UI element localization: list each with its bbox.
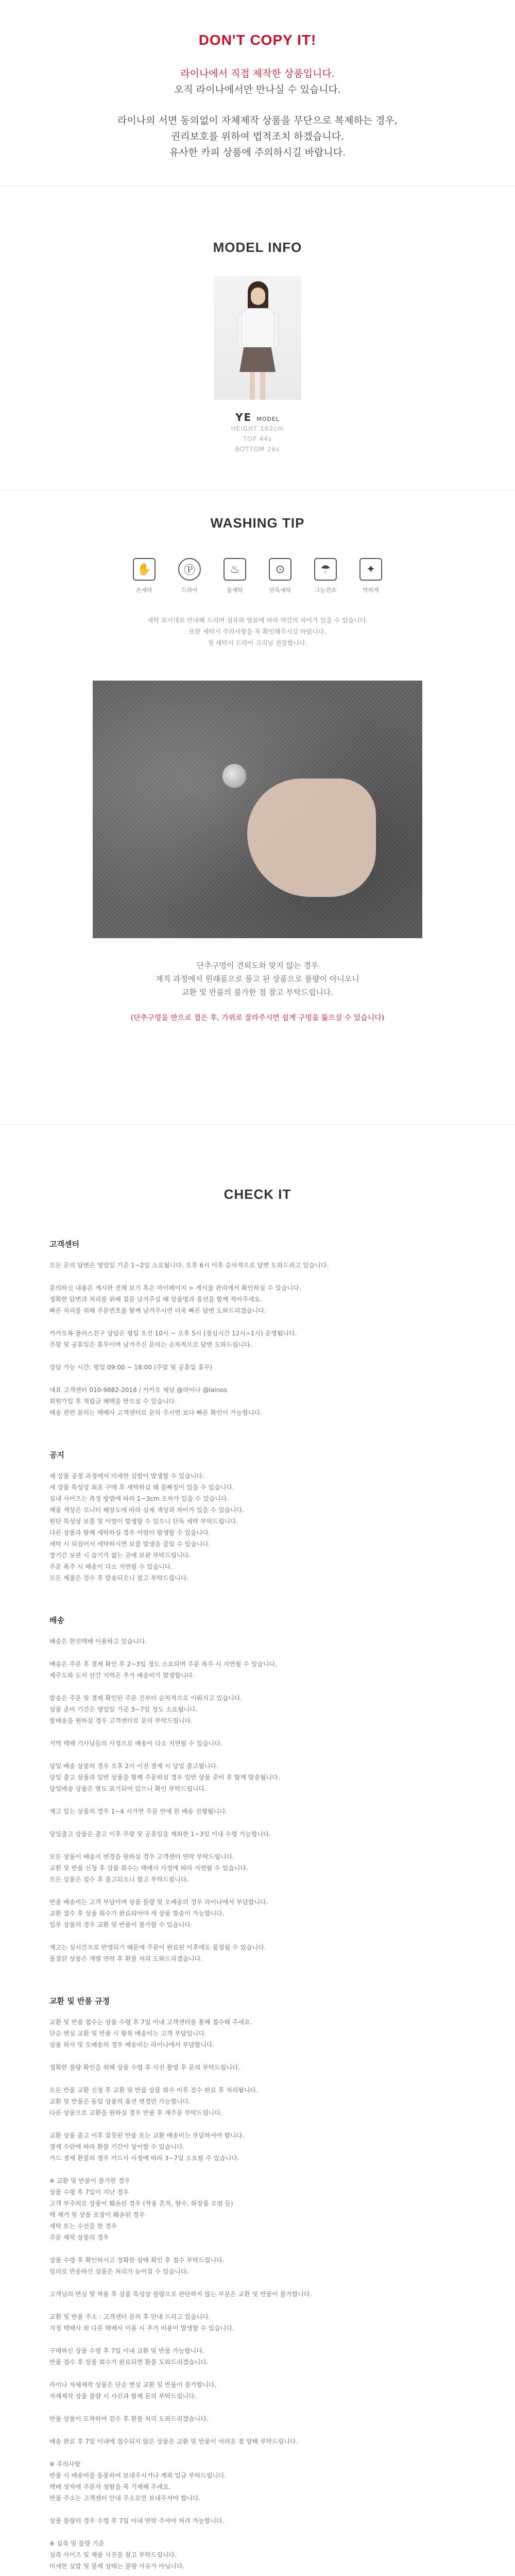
- check-it-section: [0, 1125, 515, 2576]
- check-text-line: 반품 시 배송비를 동봉하여 보내주시거나 계좌 입금 부탁드립니다.: [49, 2472, 227, 2479]
- check-text-line: 미세한 실밥 및 봉제 상태는 불량 사유가 아닙니다.: [49, 2563, 185, 2570]
- check-text-line: 모든 상품은 검수 후 출고되오니 참고 부탁드립니다.: [49, 1876, 189, 1883]
- check-text-line: 상품 준비 기간은 영업일 기준 3~7일 정도 소요됩니다.: [49, 1706, 198, 1713]
- check-text-line: 세탁 또는 수선을 한 경우: [49, 2223, 117, 2230]
- check-text-line: 세탁 시 뒤집어서 세탁하시면 보풀 발생을 줄일 수 있습니다.: [49, 1540, 211, 1548]
- check-text-line: 다른 상품으로 교환을 원하실 경우 반품 후 재주문 부탁드립니다.: [49, 2109, 222, 2116]
- check-text-line: 정확한 답변과 처리를 위해 질문 남겨주실 때 상품명과 옵션을 함께 적어주세요.: [49, 1296, 262, 1303]
- fabric-note-line: 교환 및 반품의 불가한 점 참고 부탁드립니다.: [181, 988, 334, 997]
- check-block: [0, 1239, 515, 1418]
- check-text-line: 지역 택배 기사님들의 사정으로 배송이 다소 지연될 수 있습니다.: [49, 1740, 222, 1747]
- washing-note-line: 또한 세탁시 주의사항을 꼭 확인해주시길 바랍니다.: [188, 628, 327, 635]
- check-text-line: 고객 부주의로 상품이 훼손된 경우 (착용 흔적, 향수, 화장품 오염 등): [49, 2200, 233, 2207]
- wash-item: [129, 558, 160, 594]
- check-text-line: 라이나 자체제작 상품은 단순 변심 교환 및 반품이 불가합니다.: [49, 2381, 217, 2388]
- wash-item: [265, 558, 296, 594]
- check-text-line: 모든 제품은 검수 후 발송되오니 참고 부탁드립니다.: [49, 1574, 189, 1582]
- check-text-line: 교환 접수 후 상품 회수가 완료되어야 새 상품 발송이 가능합니다.: [49, 1910, 225, 1917]
- dont-copy-line: 오직 라이나에서만 만나실 수 있습니다.: [174, 84, 341, 95]
- check-text-line: 다른 상품과 함께 세탁하실 경우 이염이 발생할 수 있습니다.: [49, 1529, 211, 1536]
- fabric-note-line: 단추구멍이 견뢰도와 맞지 않는 경우: [196, 961, 319, 970]
- check-text-line: 교환 상품 출고 이후 잘못된 반품 또는 교환 배송비는 부담하셔야 합니다.: [49, 2132, 245, 2139]
- dont-copy-line: 유사한 카피 상품에 주의하시길 바랍니다.: [169, 147, 346, 158]
- check-text-line: 결제 수단에 따라 환불 기간이 상이할 수 있습니다.: [49, 2143, 185, 2150]
- check-text-line: 카드 결제 환불의 경우 카드사 사정에 따라 3~7일 소요될 수 있습니다.: [49, 2155, 239, 2162]
- check-text-line: 세 상품 공정 과정에서 미세한 실밥이 발생할 수 있습니다.: [49, 1472, 204, 1480]
- check-block-heading: 교환 및 반품 규정: [49, 1996, 110, 2006]
- dont-copy-line: 라이나의 서면 동의없이 자체제작 상품을 무단으로 복제하는 경우,: [117, 115, 398, 126]
- check-text-line: 당일배송 상품은 별도 표기되어 있으니 확인 부탁드립니다.: [49, 1785, 207, 1792]
- check-text-line: 지정 택배사 외 다른 택배사 이용 시 추가 비용이 발생할 수 있습니다.: [49, 2325, 234, 2332]
- check-block-heading: 배송: [49, 1616, 64, 1625]
- dont-copy-section: [0, 0, 515, 185]
- fabric-note-line: 제직 과정에서 원래품으로 풀고 된 상품으로 불량이 아니오니: [156, 974, 359, 984]
- check-text-line: 제고 있는 상품의 경우 1~4 시가면 주문 안에 한 배송 진행됩니다.: [49, 1808, 228, 1815]
- check-text-line: 카카오톡 플러스친구 상담은 평일 오전 10시 ~ 오후 5시 (점심시간 12시~1시) 운영됩니다.: [49, 1330, 297, 1337]
- model-info-title: MODEL INFO: [213, 240, 302, 255]
- check-text-line: ※ 실측 및 불량 기준: [49, 2540, 105, 2547]
- check-text-line: 택 제거 및 상품 포장이 훼손된 경우: [49, 2211, 145, 2218]
- fabric-note: [0, 959, 515, 999]
- washing-icons: [0, 558, 515, 594]
- check-text-line: 반품 주소는 고객센터 안내 주소로만 보내주셔야 합니다.: [49, 2495, 201, 2502]
- wool-wash-icon: ♨: [224, 558, 246, 581]
- check-text-line: ※ 주의사항: [49, 2461, 81, 2468]
- dry-clean-icon: Ⓟ: [178, 558, 201, 581]
- check-text-line: 반품 배송비는 고객 부담이며 상품 불량 및 오배송의 경우 라이나에서 부담합니다.: [49, 1899, 268, 1906]
- wash-label: 약하게: [363, 587, 379, 594]
- check-text-line: 교환 및 반품 신청 후 상품 회수는 택배사 사정에 따라 지연될 수 있습니다.: [49, 1865, 248, 1872]
- model-name-text: YE: [235, 411, 252, 423]
- check-text-line: 합배송을 원하실 경우 고객센터로 문의 부탁드립니다.: [49, 1717, 193, 1724]
- wash-label: 그늘건조: [314, 587, 337, 594]
- check-text-line: 당일 출고 상품과 일반 상품을 함께 주문하실 경우 일반 상품 준비 후 함께 발송됩니다.: [49, 1774, 280, 1781]
- check-text-line: 문의하신 내용은 게시판 전체 보기 혹은 마이페이지 > 게시물 관리에서 확인하실 수 있습니다.: [49, 1284, 301, 1292]
- wash-label: 드라이: [181, 587, 198, 594]
- check-it-blocks: [0, 1239, 515, 2576]
- check-text-line: 발송은 주문 및 결제 확인된 주문 건부터 순차적으로 이뤄지고 있습니다.: [49, 1694, 243, 1702]
- dont-copy-line: 라이나에서 직접 제작한 상품입니다.: [180, 68, 335, 79]
- separate-wash-icon: ⊙: [269, 558, 291, 581]
- check-text-line: 임의로 반송하신 상품은 처리가 늦어질 수 있습니다.: [49, 2268, 189, 2275]
- washing-notes: [0, 615, 515, 649]
- model-name-suffix: MODEL: [256, 416, 280, 422]
- check-text-line: 제품 색상은 모니터 해상도에 따라 실제 색상과 차이가 있을 수 있습니다.: [49, 1506, 245, 1514]
- check-text-line: 반품 접수 후 상품 회수가 완료되면 환불 도와드리겠습니다.: [49, 2359, 209, 2366]
- check-block: [0, 1449, 515, 1584]
- check-text-line: 상품 하자 및 오배송의 경우 배송비는 라이나에서 부담합니다.: [49, 2041, 215, 2048]
- check-block-heading: 고객센터: [49, 1240, 79, 1249]
- check-text-line: ※ 교환 및 반품이 불가한 경우: [49, 2177, 130, 2184]
- wash-label: 손세탁: [136, 587, 152, 594]
- model-top-size: TOP 44s: [243, 435, 272, 443]
- check-text-line: 배송은 주문 후 결제 확인 후 2~3일 정도 소요되며 주문 폭주 시 지연될 수 있습니다.: [49, 1660, 277, 1668]
- check-text-line: 모든 반품 교환 신청 후 교환 및 반품 상품 회수 이후 검수 완료 후 처리됩니다.: [49, 2087, 258, 2094]
- gentle-iron-icon: ✦: [359, 558, 382, 581]
- check-text-line: 대표 고객센터 010-9882-2018 / 카카오 채널 @라이나 @lainos: [49, 1386, 227, 1394]
- model-photo: [214, 276, 301, 400]
- washing-tip-title: WASHING TIP: [210, 515, 305, 531]
- check-text-line: 세 상품 특성상 최초 구매 후 세탁하실 때 물빠짐이 있을 수 있습니다.: [49, 1484, 234, 1491]
- check-text-line: 자체제작 상품 불량 시 사진과 함께 문의 부탁드립니다.: [49, 2393, 197, 2400]
- check-text-line: 상품 수령 후 7일이 지난 경우: [49, 2189, 129, 2196]
- check-text-line: 상담 가능 시간: 평일 09:00 ~ 18:00 (주말 및 공휴일 휴무): [49, 1364, 213, 1371]
- wash-label: 단독세탁: [269, 587, 291, 594]
- check-it-title: CHECK IT: [224, 1187, 291, 1202]
- check-text-line: 고객님의 변심 및 착용 후 상품 특성상 불량으로 판단하지 않는 부분은 교환 및 반품이 불가합니다.: [49, 2291, 312, 2298]
- check-text-line: 실측 사이즈 및 제품 사진을 참고 부탁드립니다.: [49, 2551, 177, 2558]
- check-text-line: 배송 완료 후 7일 이내에 접수되지 않은 상품은 교환 및 반품이 어려운 점 양해 부탁드립니다.: [49, 2438, 298, 2445]
- check-text-line: 주문 제작 상품의 경우: [49, 2234, 109, 2241]
- washing-note-line: 첫 세탁시 드라이 크리닝 권장합니다.: [208, 639, 307, 647]
- model-bottom-size: BOTTOM 26s: [235, 446, 280, 453]
- check-text-line: 주문 폭주 시 배송이 다소 지연될 수 있습니다.: [49, 1563, 173, 1570]
- check-block-heading: 공지: [49, 1450, 64, 1460]
- check-text-line: 반품 상품이 도착하여 검수 후 환불 처리 도와드리겠습니다.: [49, 2415, 209, 2422]
- check-text-line: 당일출고 상품은 출고 이후 주말 및 공휴일을 제외한 1~3일 이내 수령 가능합니다.: [49, 1831, 271, 1838]
- dont-copy-title: DON'T COPY IT!: [198, 32, 317, 48]
- check-text-line: 일부 상품의 경우 교환 및 반품이 불가할 수 있습니다.: [49, 1921, 193, 1928]
- check-text-line: 모든 상품이 배송지 변경을 원하실 경우 고객센터 연락 부탁드립니다.: [49, 1853, 234, 1860]
- buttonhole-warning: (단추구멍을 반으로 접은 후, 가위로 잘라주시면 쉽게 구멍을 뚫으실 수 있습니다): [130, 1014, 385, 1022]
- check-text-line: 구매하신 상품 수령 후 7일 이내 교환 및 반품 가능합니다.: [49, 2347, 204, 2354]
- dont-copy-line: 권리보호를 위하여 법적조치 하겠습니다.: [170, 131, 345, 142]
- model-height: HEIGHT 162cm: [231, 425, 284, 432]
- check-text-line: 교환 및 반품 주소 : 고객센터 문의 후 안내 드리고 있습니다.: [49, 2313, 211, 2320]
- check-text-line: 빠른 처리를 위해 주문번호를 함께 남겨주시면 더욱 빠른 답변 도와드리겠습니다.: [49, 1307, 266, 1314]
- check-text-line: 모든 문의 답변은 영업일 기준 1~2일 소요됩니다. 오후 6시 이후 순차적으로 답변 도와드리고 있습니다.: [49, 1262, 329, 1269]
- washing-note-line: 세탁 표시대로 안내해 드리며 섬유와 염료에 따라 약간의 차이가 있을 수 있습니다.: [147, 617, 368, 624]
- wash-item: [310, 558, 341, 594]
- check-text-line: 교환 및 반품은 동일 상품의 옵션 변경만 가능합니다.: [49, 2098, 191, 2105]
- wash-item: [174, 558, 205, 594]
- model-info-section: [0, 186, 515, 490]
- fabric-button-photo: [93, 681, 422, 938]
- check-text-line: 주말 및 공휴일은 휴무이며 남겨주신 문의는 순차적으로 답변 도와드립니다.: [49, 1341, 252, 1348]
- shade-dry-icon: ☂: [314, 558, 337, 581]
- check-text-line: 단순 변심 교환 및 반품 시 왕복 배송비는 고객 부담입니다.: [49, 2030, 207, 2037]
- check-text-line: 정확한 불량 확인을 위해 상품 수령 후 사진 촬영 후 문의 부탁드립니다.: [49, 2064, 241, 2071]
- check-text-line: 실내 사이즈는 측정 방법에 따라 1~3cm 오차가 있을 수 있습니다.: [49, 1495, 229, 1502]
- wash-label: 울세탁: [227, 587, 243, 594]
- check-text-line: 원단 특성상 보풀 및 이염이 발생할 수 있으니 단독 세탁 부탁드립니다.: [49, 1518, 238, 1525]
- check-text-line: 배송은 한진택배 이용하고 있습니다.: [49, 1638, 147, 1645]
- washing-tip-section: [0, 490, 515, 1124]
- check-text-line: 택배 상자에 주문자 성함을 꼭 기재해 주세요.: [49, 2483, 171, 2490]
- check-text-line: 교환 및 반품 접수는 상품 수령 후 7일 이내 고객센터를 통해 접수해 주세요.: [49, 2019, 252, 2026]
- check-text-line: 상품 불량의 경우 수령 후 7일 이내 연락 주셔야 처리 가능합니다.: [49, 2517, 225, 2524]
- check-text-line: 장기간 보관 시 습기가 없는 곳에 보관 부탁드립니다.: [49, 1552, 191, 1559]
- check-block: [0, 1995, 515, 2572]
- check-text-line: 상품 수령 후 확인하시고 정확한 상태 확인 후 접수 부탁드립니다.: [49, 2257, 225, 2264]
- hand-image: [247, 778, 376, 897]
- model-name: [0, 411, 515, 423]
- hand-wash-icon: ✋: [133, 558, 156, 581]
- check-text-line: 제고는 실시간으로 반영되기 때문에 주문이 완료된 이후에도 품절될 수 있습니다.: [49, 1944, 266, 1951]
- check-block: [0, 1615, 515, 1964]
- check-text-line: 회원가입 후 적립금 혜택을 받으실 수 있습니다.: [49, 1398, 177, 1405]
- check-text-line: 당일 배송 상품의 경우 오후 2시 이전 결제 시 당일 출고됩니다.: [49, 1762, 218, 1770]
- check-text-line: 배송 관련 문의는 택배사 고객센터로 문의 주시면 보다 빠른 확인이 가능합니다.: [49, 1409, 262, 1416]
- wash-item: [355, 558, 386, 594]
- wash-item: [219, 558, 250, 594]
- check-text-line: 제주도와 도서 산간 지역은 추가 배송비가 발생합니다.: [49, 1672, 195, 1679]
- button-image: [221, 763, 247, 789]
- check-text-line: 품절된 상품은 개별 연락 후 환불 처리 도와드리겠습니다.: [49, 1955, 203, 1962]
